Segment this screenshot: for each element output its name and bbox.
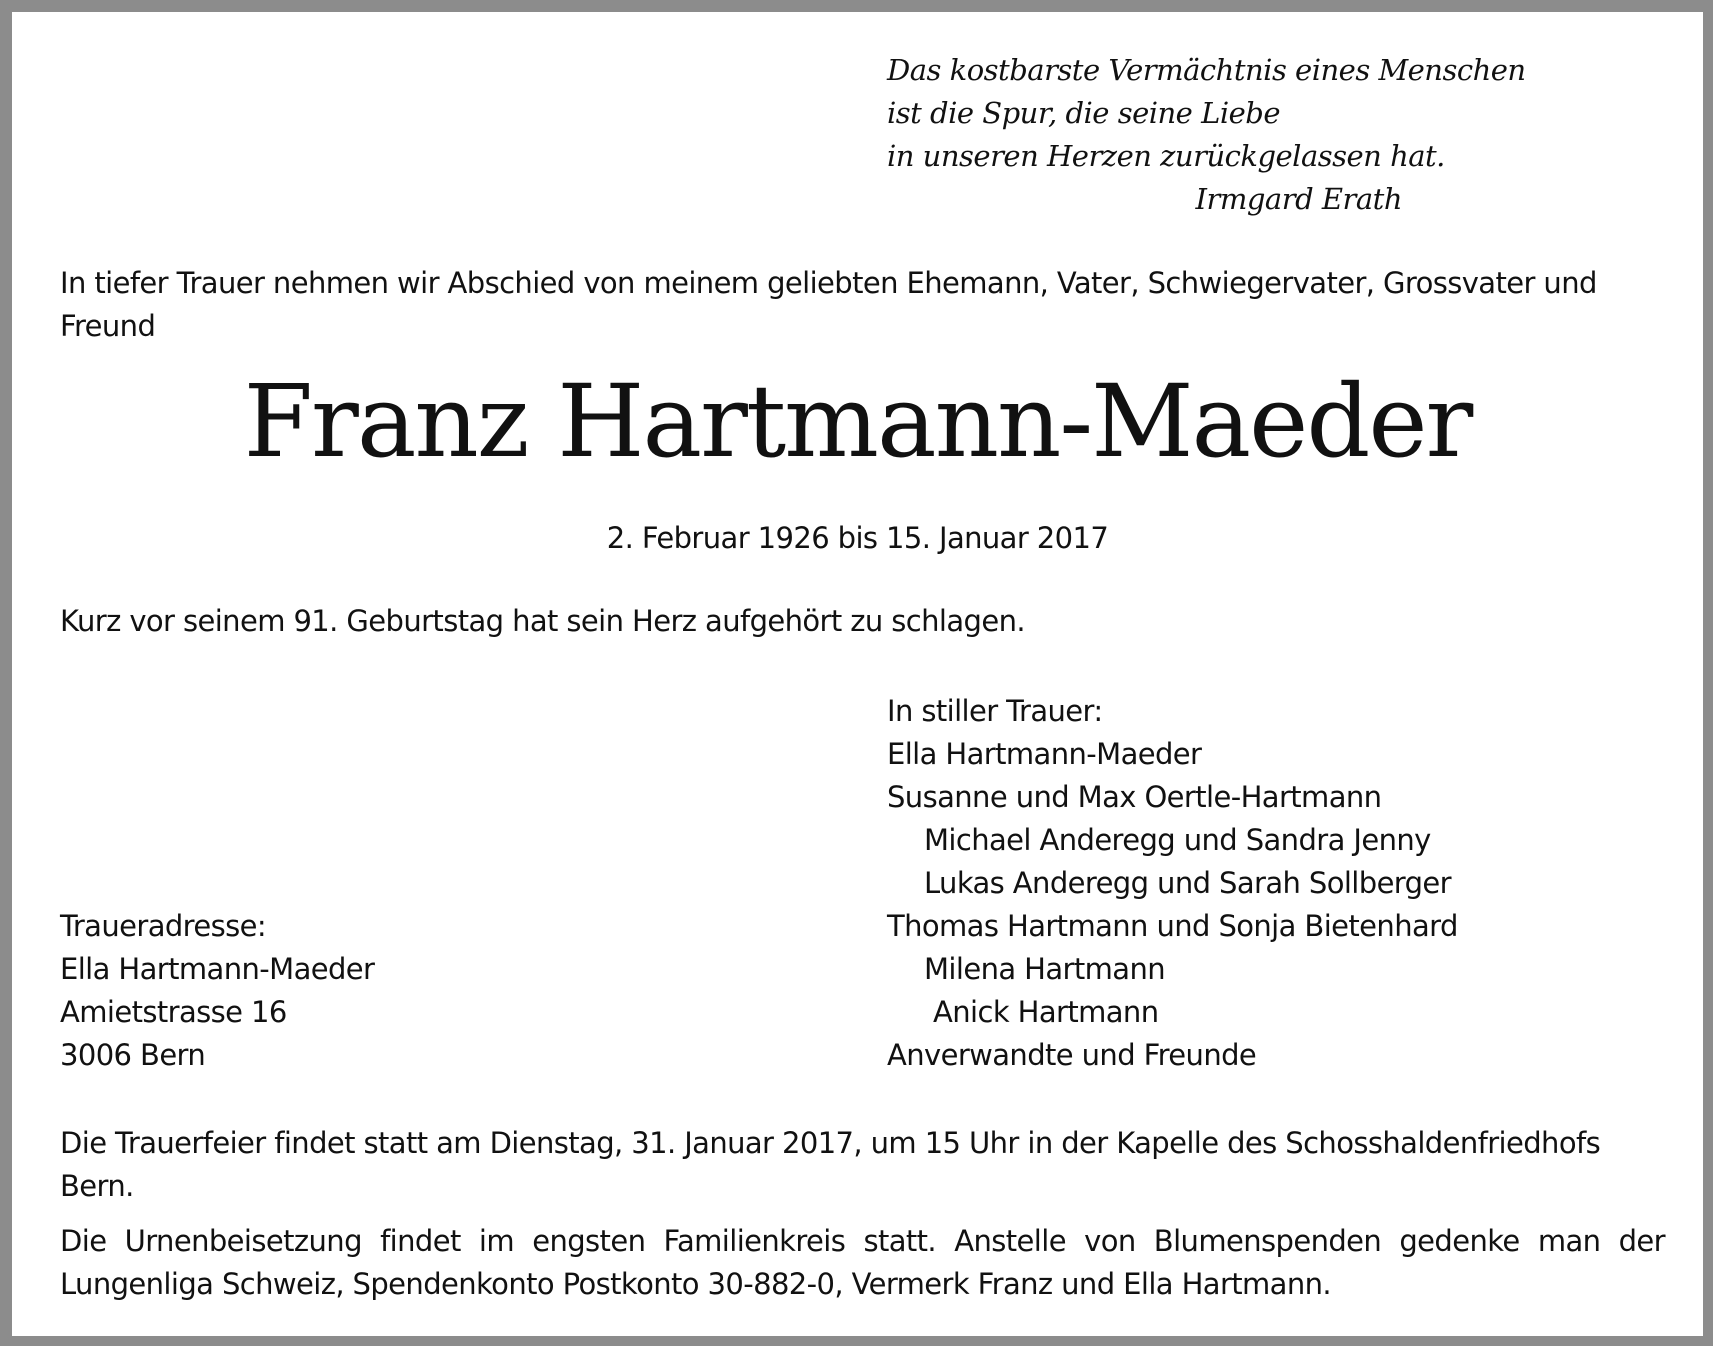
mourner-name: Ella Hartmann-Maeder bbox=[887, 737, 1202, 771]
mourners-heading: In stiller Trauer: bbox=[887, 694, 1103, 728]
memorial-quote bbox=[887, 49, 1527, 221]
burial-text: Die Urnenbeisetzung findet im engsten Familienkreis statt. Anstelle von Blumenspenden gedenke man der Lungenliga Schweiz, Spendenkonto Postkonto 30-882-0, Vermerk Franz und Ella Hartmann. bbox=[60, 1224, 1665, 1301]
funeral-service-text: Die Trauerfeier findet statt am Dienstag, 31. Januar 2017, um 15 Uhr in der Kapelle des Schosshaldenfriedhofs Bern. bbox=[60, 1126, 1601, 1203]
quote-line: Das kostbarste Vermächtnis eines Menschen bbox=[887, 53, 1526, 87]
mourner-name: Michael Anderegg und Sandra Jenny bbox=[924, 823, 1431, 857]
mourner-name: Anverwandte und Freunde bbox=[887, 1038, 1257, 1072]
deceased-name: Franz Hartmann-Maeder bbox=[243, 363, 1472, 480]
mourner-name: Milena Hartmann bbox=[924, 952, 1165, 986]
mourner-name: Anick Hartmann bbox=[933, 995, 1159, 1029]
intro-text: In tiefer Trauer nehmen wir Abschied von meinem geliebten Ehemann, Vater, Schwiegervater, Grossvater und Freund bbox=[60, 266, 1597, 343]
quote-line: ist die Spur, die seine Liebe bbox=[887, 96, 1280, 130]
mourning-address bbox=[60, 905, 760, 1077]
quote-author: Irmgard Erath bbox=[1195, 182, 1402, 216]
address-city: 3006 Bern bbox=[60, 1038, 206, 1072]
mourner-name: Thomas Hartmann und Sonja Bietenhard bbox=[887, 909, 1458, 943]
life-dates: 2. Februar 1926 bis 15. Januar 2017 bbox=[606, 521, 1109, 555]
death-statement: Kurz vor seinem 91. Geburtstag hat sein Herz aufgehört zu schlagen. bbox=[60, 604, 1026, 638]
obituary-notice bbox=[12, 12, 1703, 1336]
mourner-name: Susanne und Max Oertle-Hartmann bbox=[887, 780, 1382, 814]
mourners-list bbox=[887, 690, 1687, 1077]
address-street: Amietstrasse 16 bbox=[60, 995, 287, 1029]
address-name: Ella Hartmann-Maeder bbox=[60, 952, 375, 986]
address-label: Traueradresse: bbox=[60, 909, 267, 943]
quote-line: in unseren Herzen zurückgelassen hat. bbox=[887, 139, 1445, 173]
mourner-name: Lukas Anderegg und Sarah Sollberger bbox=[924, 866, 1451, 900]
